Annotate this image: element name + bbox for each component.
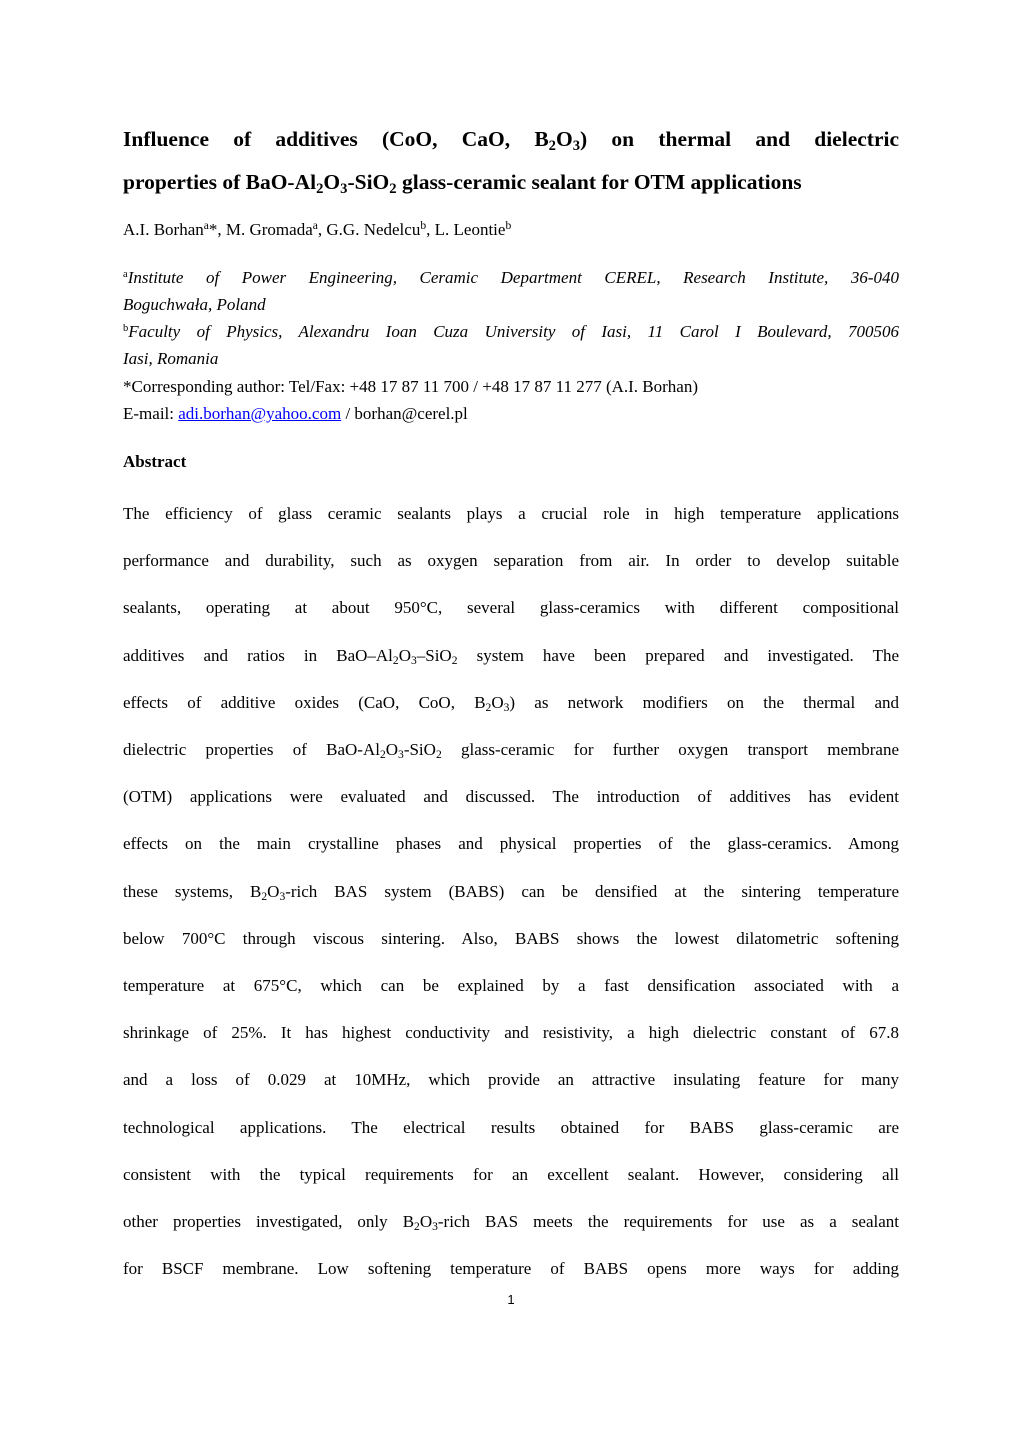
- title-line-1: Influence of additives (CoO, CaO, $B_2O_3$) on thermal and dielectric: [123, 127, 900, 155]
- abstract-line: these systems, $B_2O_3$-rich BAS system (BABS) can be densified at the sintering temperature: [123, 881, 899, 903]
- abstract-line: The efficiency of glass ceramic sealants plays a crucial role in high temperature applications: [123, 504, 899, 523]
- email-line: E-mail: adi.borhan@yahoo.com / borhan@cerel.pl: [123, 404, 468, 423]
- affiliation-a: $^a$Institute of Power Engineering, Ceramic Department CEREL, Research Institute, 36-040 Boguchwała, Poland: [123, 268, 899, 314]
- author-name: G.G. Nedelcu: [326, 220, 421, 239]
- abstract-line: for BSCF membrane. Low softening temperature of BABS opens more ways for adding: [123, 1259, 899, 1279]
- abstract-line: effects of additive oxides (CaO, CoO, $B_2O_3$) as network modifiers on the thermal and: [123, 692, 899, 715]
- author-name: A.I. Borhan: [123, 220, 204, 239]
- paper-title: [123, 118, 899, 204]
- abstract-line: technological applications. The electrical results obtained for BABS glass-ceramic are: [123, 1117, 899, 1137]
- affiliation-b: $^b$Faculty of Physics, Alexandru Ioan Cuza University of Iasi, 11 Carol I Boulevard, 700506 Iasi, Romania: [123, 322, 899, 368]
- author-affiliation-mark: a: [203, 219, 209, 233]
- abstract-line: additives and ratios in BaO–$Al_2O_3-SiO_2$ system have been prepared and investigated. The: [123, 645, 899, 667]
- abstract-line: consistent with the typical requirements for an excellent sealant. However, considering all: [123, 1164, 899, 1184]
- page-number: 1: [507, 1292, 515, 1307]
- abstract-line: shrinkage of 25%. It has highest conductivity and resistivity, a high dielectric constant of 67.8: [123, 1023, 899, 1043]
- abstract-line: (OTM) applications were evaluated and discussed. The introduction of additives has evident: [123, 787, 899, 807]
- email-alt: borhan@cerel.pl: [354, 404, 468, 423]
- email-link[interactable]: adi.borhan@yahoo.com: [178, 404, 342, 423]
- author-affiliation-mark: b: [505, 219, 512, 233]
- corresponding-author-line: *Corresponding author: Tel/Fax: +48 17 87 11 700 / +48 17 87 11 277 (A.I. Borhan): [123, 377, 698, 396]
- abstract-line: effects on the main crystalline phases and physical properties of the glass-ceramics. Among: [123, 834, 899, 854]
- title-line-2: properties of BaO-$Al_2O_3-SiO_2$ glass-ceramic sealant for OTM applications: [123, 170, 802, 198]
- abstract-line: below 700°C through viscous sintering. Also, BABS shows the lowest dilatometric softening: [123, 928, 899, 948]
- abstract-heading: Abstract: [123, 452, 187, 471]
- abstract-line: dielectric properties of BaO-$Al_2O_3-SiO_2$ glass-ceramic for further oxygen transport membrane: [123, 740, 899, 762]
- abstract-line: and a loss of 0.029 at 10MHz, which provide an attractive insulating feature for many: [123, 1070, 899, 1090]
- affiliations: [123, 264, 899, 372]
- abstract-line: other properties investigated, only $B_2O_3$-rich BAS meets the requirements for use as a sealant: [123, 1212, 899, 1234]
- author-list: A.I. Borhan$^a$*, M. Gromada$^a$, G.G. Nedelcu$^b$, L. Leontie$^b$: [123, 219, 512, 239]
- author-affiliation-mark: b: [420, 219, 427, 233]
- abstract-line: temperature at 675°C, which can be explained by a fast densification associated with a: [123, 976, 899, 996]
- contact-info: [123, 373, 698, 427]
- abstract-line: sealants, operating at about 950°C, several glass-ceramics with different compositional: [123, 598, 899, 618]
- abstract-line: performance and durability, such as oxygen separation from air. In order to develop suitable: [123, 551, 899, 571]
- author-affiliation-mark: a: [312, 219, 318, 233]
- corresponding-author-mark: *: [208, 220, 218, 239]
- abstract-body: [123, 490, 899, 1292]
- author-name: L. Leontie: [434, 220, 506, 239]
- author-name: M. Gromada: [225, 220, 313, 239]
